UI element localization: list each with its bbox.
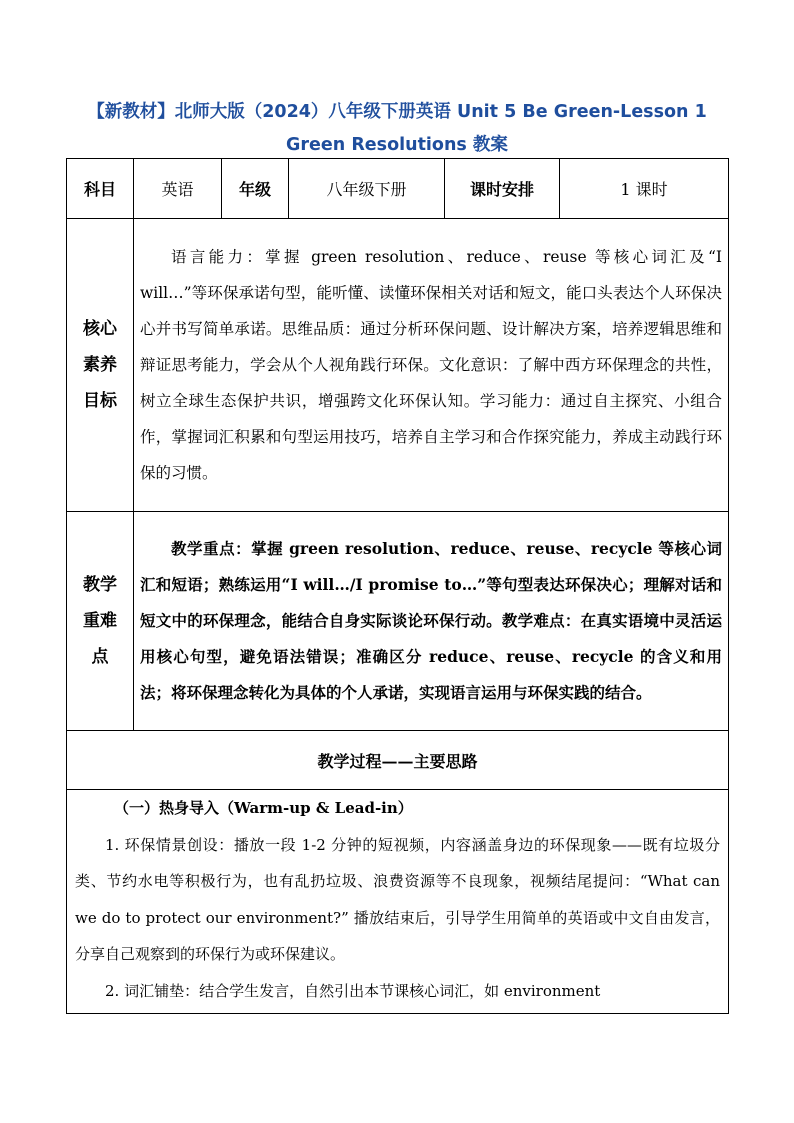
subject-value: 英语 [134, 159, 222, 219]
goals-label-line: 素养 [83, 355, 117, 375]
process-heading: 教学过程——主要思路 [67, 731, 729, 790]
keypoints-label-line: 点 [91, 647, 109, 667]
keypoints-label [67, 512, 134, 731]
title-line-1: 【新教材】北师大版（2024）八年级下册英语 Unit 5 Be Green-Lesson 1 [87, 102, 707, 122]
hours-label: 课时安排 [445, 159, 560, 219]
header-row [67, 159, 729, 219]
document-title [66, 96, 728, 162]
subject-label: 科目 [67, 159, 134, 219]
process-subheading: （一）热身导入（Warm-up & Lead-in） [114, 799, 413, 817]
goals-label-line: 核心 [83, 319, 117, 339]
goals-label-line: 目标 [83, 391, 117, 411]
goals-row [67, 219, 729, 512]
grade-label: 年级 [222, 159, 289, 219]
keypoints-label-line: 重难 [83, 611, 117, 631]
process-item-1: 1. 环保情景创设：播放一段 1-2 分钟的短视频，内容涵盖身边的环保现象——既有垃圾分类、节约水电等积极行为，也有乱扔垃圾、浪费资源等不良现象，视频结尾提问：“What can we do to protect our environment?” 播放结束后，引导学生用简单的英语或中文自由发言，分享自己观察到的环保行为或环保建议。 [75, 835, 720, 963]
lesson-plan-table [66, 158, 729, 1014]
goals-label [67, 219, 134, 512]
goals-content: 语言能力：掌握 green resolution、reduce、reuse 等核心词汇及“I will…”等环保承诺句型，能听懂、读懂环保相关对话和短文，能口头表达个人环保决心并书写简单承诺。思维品质：通过分析环保问题、设计解决方案，培养逻辑思维和辩证思考能力，学会从个人视角践行环保。文化意识：了解中西方环保理念的共性，树立全球生态保护共识，增强跨文化环保认知。学习能力：通过自主探究、小组合作，掌握词汇积累和句型运用技巧，培养自主学习和合作探究能力，养成主动践行环保的习惯。 [134, 219, 729, 512]
process-heading-row [67, 731, 729, 790]
keypoints-content: 教学重点：掌握 green resolution、reduce、reuse、recycle 等核心词汇和短语；熟练运用“I will…/I promise to…”等句型表达环保决心；理解对话和短文中的环保理念，能结合自身实际谈论环保行动。教学难点：在真实语境中灵活运用核心句型，避免语法错误；准确区分 reduce、reuse、recycle 的含义和用法；将环保理念转化为具体的个人承诺，实现语言运用与环保实践的结合。 [134, 512, 729, 731]
process-row [67, 790, 729, 1014]
hours-value: 1 课时 [560, 159, 729, 219]
title-line-2: Green Resolutions 教案 [286, 135, 508, 155]
process-content [67, 790, 729, 1014]
process-item-2: 2. 词汇铺垫：结合学生发言，自然引出本节课核心词汇，如 environment [105, 981, 601, 1000]
keypoints-row [67, 512, 729, 731]
keypoints-label-line: 教学 [83, 575, 117, 595]
grade-value: 八年级下册 [289, 159, 445, 219]
